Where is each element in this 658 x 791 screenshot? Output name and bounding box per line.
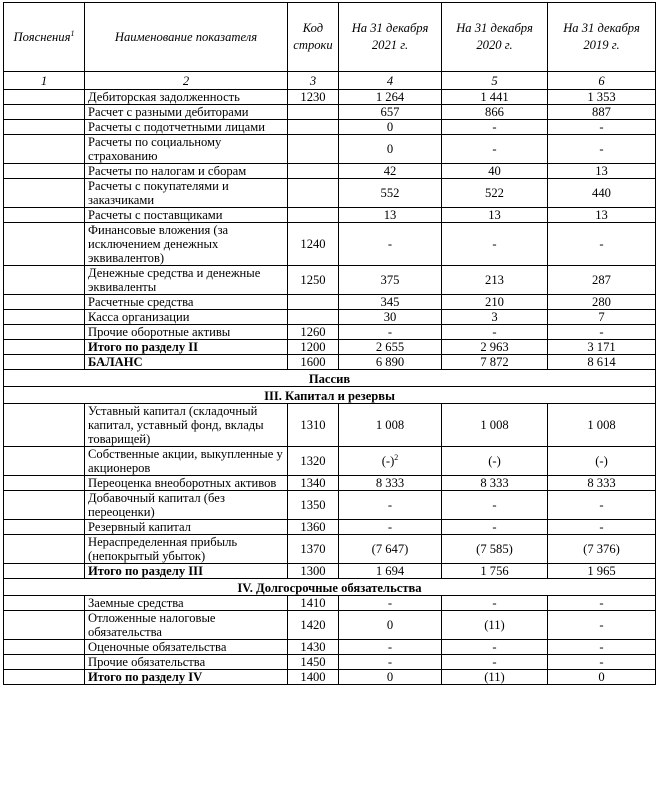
header-name: Наименование показателя: [85, 3, 288, 72]
note-cell: [4, 179, 85, 208]
line-code: 1350: [288, 491, 339, 520]
value-2021: 1 008: [339, 404, 442, 447]
indicator-name: Резервный капитал: [85, 520, 288, 535]
value-2020: -: [442, 520, 548, 535]
value-2019: 1 353: [548, 90, 656, 105]
line-code: 1370: [288, 535, 339, 564]
table-row: [4, 310, 656, 325]
value-2020: 2 963: [442, 340, 548, 355]
line-code: 1300: [288, 564, 339, 579]
note-cell: [4, 447, 85, 476]
line-code: 1200: [288, 340, 339, 355]
total-row: [4, 564, 656, 579]
indicator-name: Прочие оборотные активы: [85, 325, 288, 340]
line-code: 1250: [288, 266, 339, 295]
note-cell: [4, 596, 85, 611]
table-row: [4, 223, 656, 266]
section-heading-row: [4, 370, 656, 387]
line-code: 1410: [288, 596, 339, 611]
value-2020: -: [442, 491, 548, 520]
table-row: [4, 611, 656, 640]
value-2020: (11): [442, 611, 548, 640]
table-row: [4, 90, 656, 105]
value-2019: 887: [548, 105, 656, 120]
indicator-name: Расчеты по социальному страхованию: [85, 135, 288, 164]
value-2021: -: [339, 491, 442, 520]
table-row: [4, 325, 656, 340]
indicator-name: Итого по разделу III: [85, 564, 288, 579]
value-2021: 1 264: [339, 90, 442, 105]
section-heading-row: [4, 387, 656, 404]
value-2019: -: [548, 596, 656, 611]
column-number: 2: [85, 72, 288, 90]
value-2020: 213: [442, 266, 548, 295]
line-code: 1310: [288, 404, 339, 447]
header-2021: На 31 декабря 2021 г.: [339, 3, 442, 72]
table-row: [4, 655, 656, 670]
value-2021: -: [339, 596, 442, 611]
note-cell: [4, 476, 85, 491]
header-2020: На 31 декабря 2020 г.: [442, 3, 548, 72]
line-code: 1240: [288, 223, 339, 266]
line-code: 1430: [288, 640, 339, 655]
table-row: [4, 491, 656, 520]
indicator-name: Итого по разделу II: [85, 340, 288, 355]
value-2021: 0: [339, 120, 442, 135]
value-2021: -: [339, 520, 442, 535]
note-cell: [4, 90, 85, 105]
value-2021: 42: [339, 164, 442, 179]
table-row: [4, 105, 656, 120]
line-code: 1340: [288, 476, 339, 491]
table-row: [4, 120, 656, 135]
value-2020: -: [442, 640, 548, 655]
value-2020: 8 333: [442, 476, 548, 491]
column-number: 6: [548, 72, 656, 90]
line-code: 1450: [288, 655, 339, 670]
table-body: [4, 72, 656, 685]
note-cell: [4, 208, 85, 223]
line-code: [288, 164, 339, 179]
table-row: [4, 295, 656, 310]
value-2020: -: [442, 120, 548, 135]
value-2020: 7 872: [442, 355, 548, 370]
note-cell: [4, 520, 85, 535]
line-code: 1260: [288, 325, 339, 340]
header-note-text: Пояснения: [13, 29, 71, 44]
line-code: 1420: [288, 611, 339, 640]
indicator-name: Заемные средства: [85, 596, 288, 611]
table-row: [4, 640, 656, 655]
value-2019: 287: [548, 266, 656, 295]
column-numbers-row: [4, 72, 656, 90]
value-2020: 3: [442, 310, 548, 325]
line-code: 1400: [288, 670, 339, 685]
section-heading: IV. Долгосрочные обязательства: [4, 579, 656, 596]
note-cell: [4, 120, 85, 135]
note-cell: [4, 340, 85, 355]
indicator-name: Дебиторская задолженность: [85, 90, 288, 105]
line-code: [288, 105, 339, 120]
value-2021: -: [339, 655, 442, 670]
value-2019: 1 008: [548, 404, 656, 447]
value-2020: -: [442, 655, 548, 670]
value-2019: 7: [548, 310, 656, 325]
line-code: [288, 208, 339, 223]
value-2019: 0: [548, 670, 656, 685]
value-2021: 552: [339, 179, 442, 208]
value-2020: (-): [442, 447, 548, 476]
header-2019: На 31 декабря 2019 г.: [548, 3, 656, 72]
footnote-marker: 2: [394, 452, 399, 462]
header-note: [4, 3, 85, 72]
note-cell: [4, 310, 85, 325]
indicator-name: Итого по разделу IV: [85, 670, 288, 685]
value-2019: 440: [548, 179, 656, 208]
line-code: 1600: [288, 355, 339, 370]
indicator-name: Расчет с разными дебиторами: [85, 105, 288, 120]
value-2021: (7 647): [339, 535, 442, 564]
value-2019: -: [548, 135, 656, 164]
indicator-name: Денежные средства и денежные эквиваленты: [85, 266, 288, 295]
value-2021: 345: [339, 295, 442, 310]
indicator-name: Уставный капитал (складочный капитал, уставный фонд, вклады товарищей): [85, 404, 288, 447]
value-2020: 1 008: [442, 404, 548, 447]
table-row: [4, 596, 656, 611]
indicator-name: Добавочный капитал (без переоценки): [85, 491, 288, 520]
value-2019: 8 614: [548, 355, 656, 370]
indicator-name: Собственные акции, выкупленные у акционеров: [85, 447, 288, 476]
value-2020: 522: [442, 179, 548, 208]
note-cell: [4, 164, 85, 179]
value-2019: -: [548, 520, 656, 535]
value-2020: -: [442, 325, 548, 340]
indicator-name: Расчеты по налогам и сборам: [85, 164, 288, 179]
indicator-name: Оценочные обязательства: [85, 640, 288, 655]
line-code: [288, 179, 339, 208]
header-code: Код строки: [288, 3, 339, 72]
indicator-name: Прочие обязательства: [85, 655, 288, 670]
table-row: [4, 164, 656, 179]
table-row: [4, 476, 656, 491]
balance-sheet-table: [3, 2, 656, 685]
value-2021: 375: [339, 266, 442, 295]
value-2019: 3 171: [548, 340, 656, 355]
indicator-name: Переоценка внеоборотных активов: [85, 476, 288, 491]
value-2019: 1 965: [548, 564, 656, 579]
value-2020: -: [442, 223, 548, 266]
value-2020: 1 441: [442, 90, 548, 105]
indicator-name: Расчеты с поставщиками: [85, 208, 288, 223]
total-row: [4, 355, 656, 370]
note-cell: [4, 670, 85, 685]
indicator-name: Финансовые вложения (за исключением денежных эквивалентов): [85, 223, 288, 266]
line-code: [288, 295, 339, 310]
line-code: 1230: [288, 90, 339, 105]
indicator-name: Расчетные средства: [85, 295, 288, 310]
indicator-name: Расчеты с подотчетными лицами: [85, 120, 288, 135]
table-row: [4, 266, 656, 295]
note-cell: [4, 404, 85, 447]
value-2019: -: [548, 491, 656, 520]
column-number: 4: [339, 72, 442, 90]
note-cell: [4, 325, 85, 340]
value-2019: -: [548, 640, 656, 655]
header-row: [4, 3, 656, 72]
note-cell: [4, 355, 85, 370]
value-2021: 6 890: [339, 355, 442, 370]
value-2021: 1 694: [339, 564, 442, 579]
value-2021: -: [339, 223, 442, 266]
note-cell: [4, 135, 85, 164]
value-2019: -: [548, 325, 656, 340]
value-2021: 0: [339, 611, 442, 640]
value-2021: 0: [339, 135, 442, 164]
value-2021: 30: [339, 310, 442, 325]
value-2020: -: [442, 135, 548, 164]
table-row: [4, 404, 656, 447]
line-code: [288, 310, 339, 325]
column-number: 5: [442, 72, 548, 90]
line-code: 1360: [288, 520, 339, 535]
line-code: 1320: [288, 447, 339, 476]
value-2021: 13: [339, 208, 442, 223]
column-number: 1: [4, 72, 85, 90]
value-2019: -: [548, 120, 656, 135]
value-2019: 13: [548, 208, 656, 223]
value-2020: 866: [442, 105, 548, 120]
value-2019: 280: [548, 295, 656, 310]
note-cell: [4, 223, 85, 266]
table-row: [4, 447, 656, 476]
line-code: [288, 120, 339, 135]
note-cell: [4, 266, 85, 295]
table-row: [4, 208, 656, 223]
indicator-name: Расчеты с покупателями и заказчиками: [85, 179, 288, 208]
value-2021: 2 655: [339, 340, 442, 355]
value-2019: (7 376): [548, 535, 656, 564]
value-2019: 13: [548, 164, 656, 179]
value-2020: 1 756: [442, 564, 548, 579]
value-2020: 40: [442, 164, 548, 179]
note-cell: [4, 295, 85, 310]
value-2020: (7 585): [442, 535, 548, 564]
value-2019: -: [548, 655, 656, 670]
note-cell: [4, 564, 85, 579]
value-2021: [339, 447, 442, 476]
note-cell: [4, 611, 85, 640]
value-2021: 657: [339, 105, 442, 120]
value-2020: 13: [442, 208, 548, 223]
value-text: (-): [381, 454, 395, 468]
value-2019: 8 333: [548, 476, 656, 491]
table-row: [4, 179, 656, 208]
value-2019: -: [548, 223, 656, 266]
value-2019: (-): [548, 447, 656, 476]
table-row: [4, 135, 656, 164]
line-code: [288, 135, 339, 164]
value-2020: 210: [442, 295, 548, 310]
indicator-name: Отложенные налоговые обязательства: [85, 611, 288, 640]
section-heading-row: [4, 579, 656, 596]
total-row: [4, 340, 656, 355]
indicator-name: Касса организации: [85, 310, 288, 325]
section-heading: III. Капитал и резервы: [4, 387, 656, 404]
note-cell: [4, 105, 85, 120]
value-2019: -: [548, 611, 656, 640]
column-number: 3: [288, 72, 339, 90]
table-row: [4, 535, 656, 564]
section-heading: Пассив: [4, 370, 656, 387]
value-2021: 8 333: [339, 476, 442, 491]
note-cell: [4, 535, 85, 564]
value-2021: -: [339, 325, 442, 340]
note-cell: [4, 491, 85, 520]
header-note-footnote: 1: [70, 28, 75, 38]
value-2021: 0: [339, 670, 442, 685]
indicator-name: БАЛАНС: [85, 355, 288, 370]
note-cell: [4, 655, 85, 670]
note-cell: [4, 640, 85, 655]
value-2020: (11): [442, 670, 548, 685]
value-2020: -: [442, 596, 548, 611]
total-row: [4, 670, 656, 685]
value-2021: -: [339, 640, 442, 655]
indicator-name: Нераспределенная прибыль (непокрытый убыток): [85, 535, 288, 564]
table-row: [4, 520, 656, 535]
